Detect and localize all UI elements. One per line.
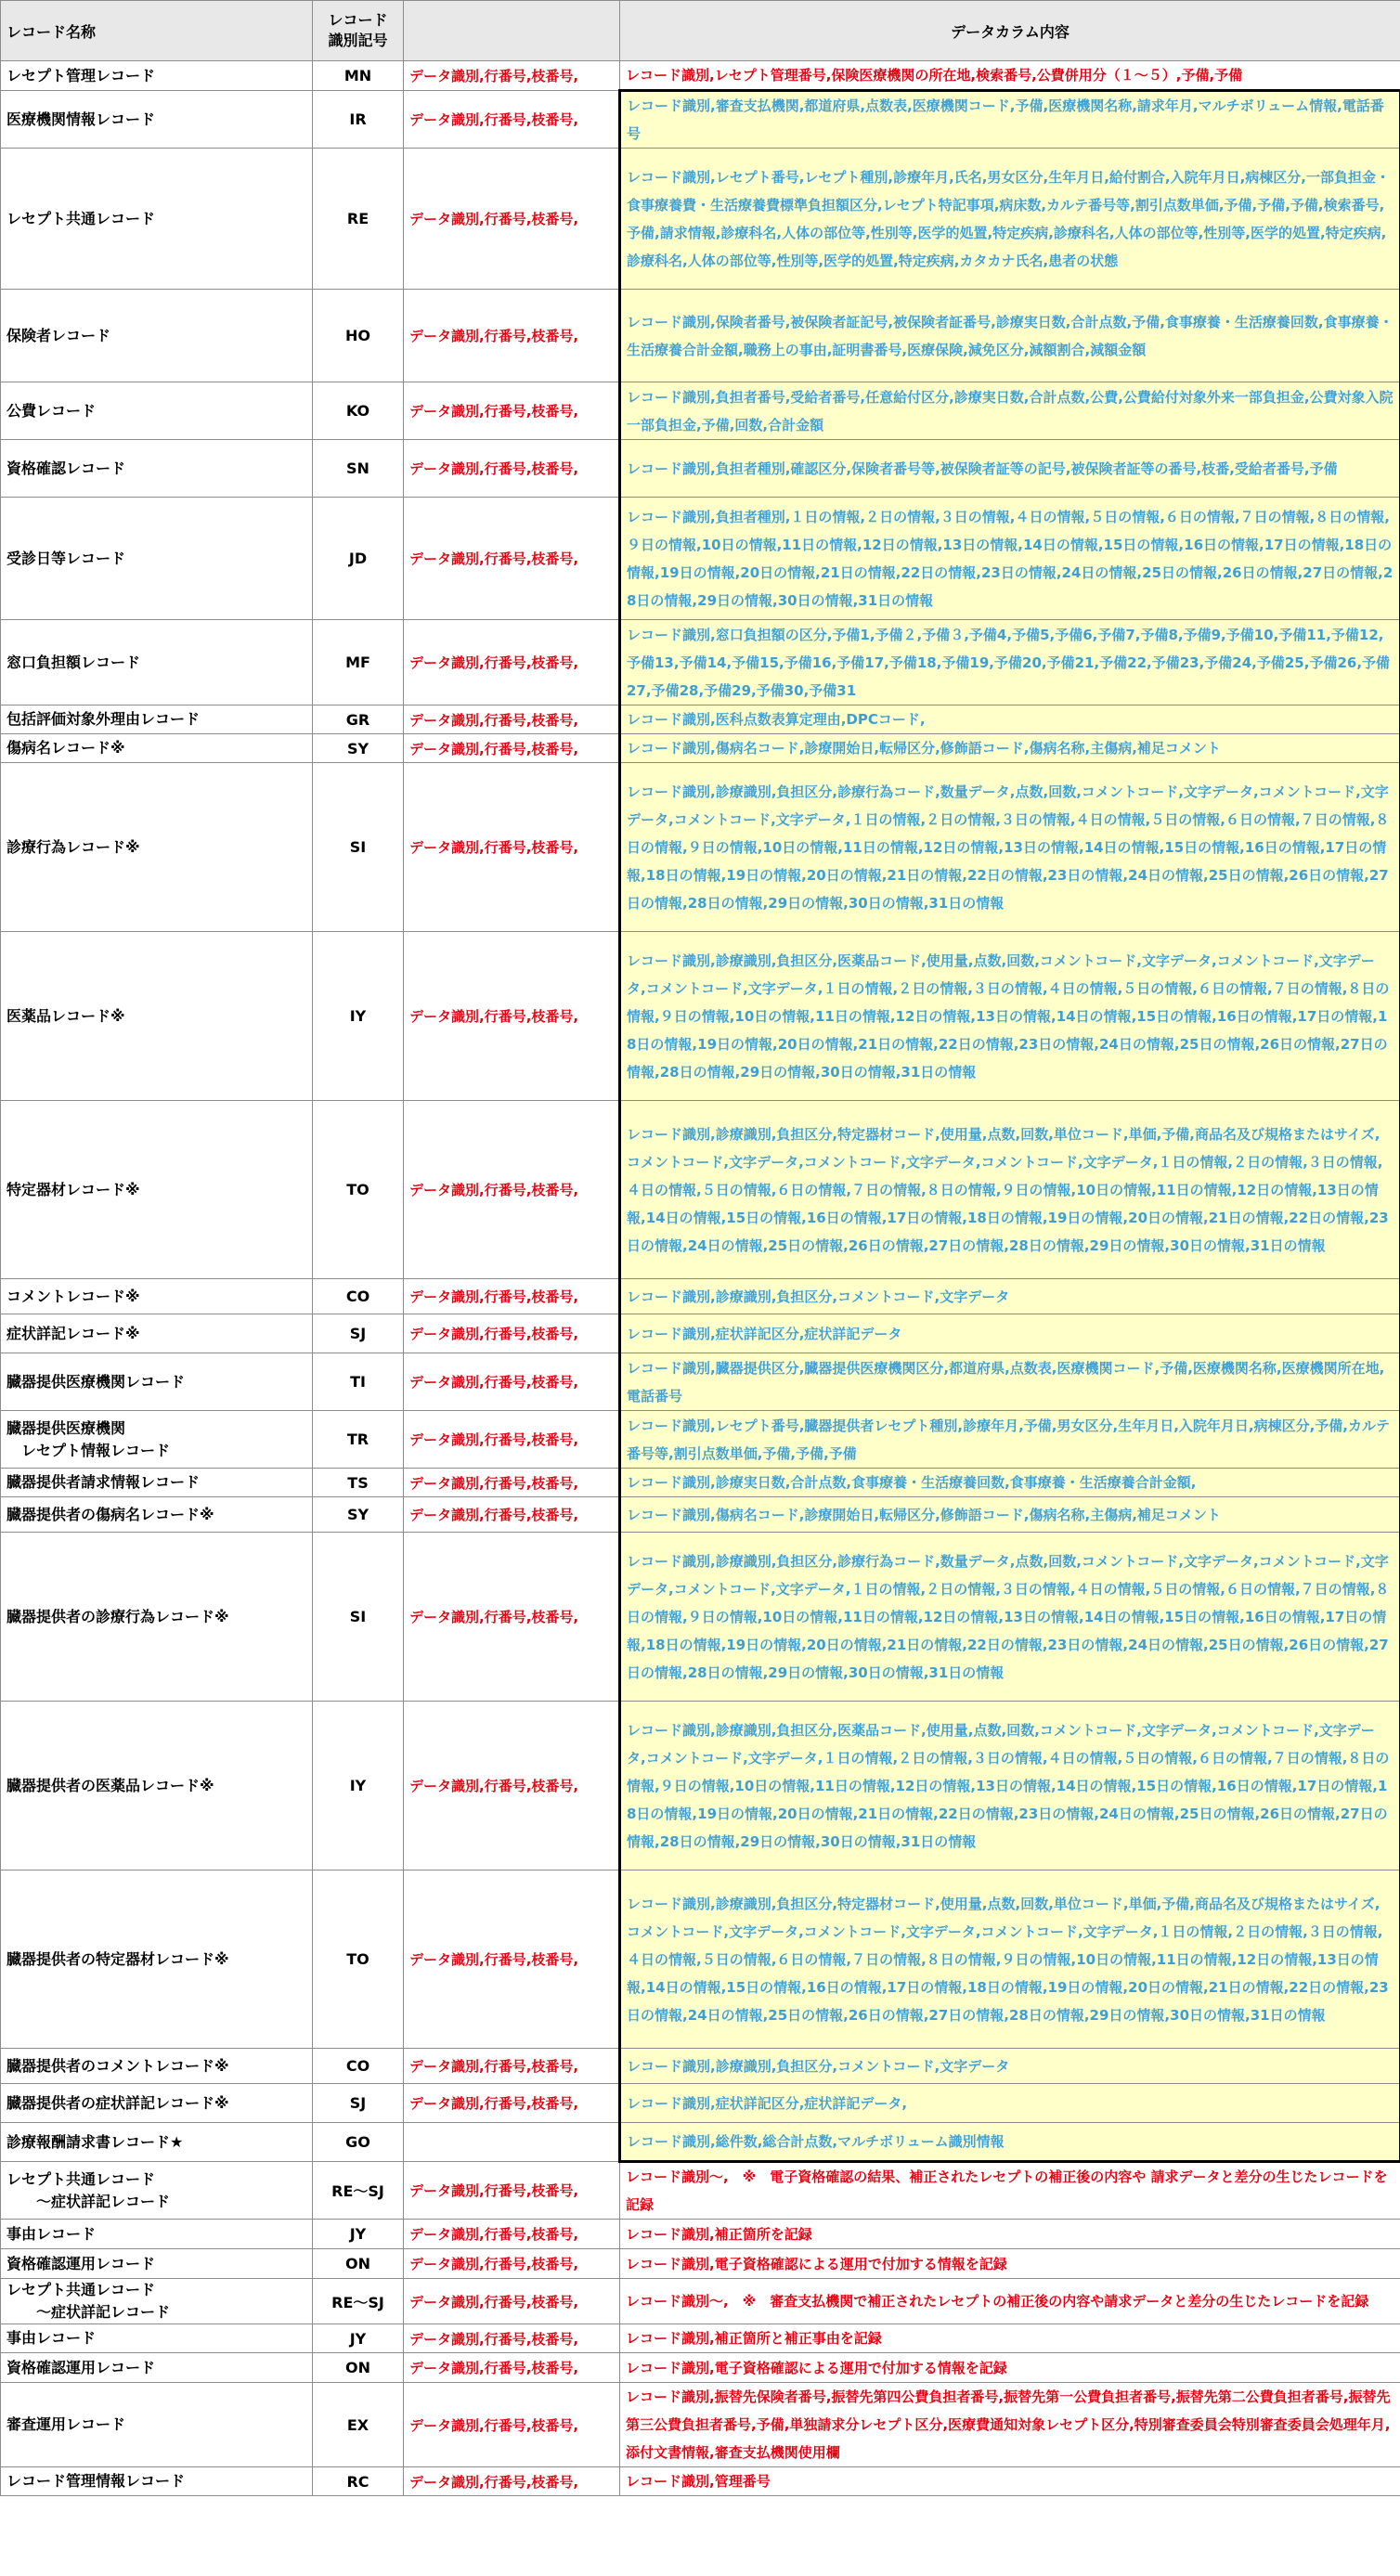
common-columns: データ識別,行番号,枝番号,	[404, 2162, 620, 2220]
common-columns: データ識別,行番号,枝番号,	[404, 1497, 620, 1533]
table-row	[1, 1871, 1400, 2049]
record-name: 資格確認レコード	[1, 440, 313, 498]
record-code: ON	[313, 2249, 404, 2279]
record-name: 症状詳記レコード※	[1, 1314, 313, 1353]
data-columns: レコード識別,保険者番号,被保険者証記号,被保険者証番号,診療実日数,合計点数,予備,食事療養・生活療養回数,食事療養・生活療養合計金額,職務上の事由,証明書番号,医療保険,減免区分,減額割合,減額金額	[620, 290, 1400, 382]
common-columns: データ識別,行番号,枝番号,	[404, 763, 620, 932]
record-code: SJ	[313, 1314, 404, 1353]
common-columns: データ識別,行番号,枝番号,	[404, 91, 620, 149]
table-row	[1, 2084, 1400, 2123]
record-code: SI	[313, 763, 404, 932]
table-row	[1, 2049, 1400, 2084]
header-record-code: レコード 識別記号	[313, 1, 404, 61]
record-code: IY	[313, 932, 404, 1101]
table-row	[1, 2249, 1400, 2279]
record-code: HO	[313, 290, 404, 382]
record-code: GO	[313, 2123, 404, 2162]
common-columns: データ識別,行番号,枝番号,	[404, 2324, 620, 2353]
data-columns: レコード識別,臓器提供区分,臓器提供医療機関区分,都道府県,点数表,医療機関コード,予備,医療機関名称,医療機関所在地,電話番号	[620, 1353, 1400, 1411]
data-columns: レコード識別～, ※ 電子資格確認の結果、補正されたレセプトの補正後の内容や 請求データと差分の生じたレコードを記録	[620, 2162, 1400, 2220]
table-row	[1, 382, 1400, 440]
record-name: 診療報酬請求書レコード★	[1, 2123, 313, 2162]
data-columns: レコード識別,診療識別,負担区分,コメントコード,文字データ	[620, 1279, 1400, 1314]
common-columns: データ識別,行番号,枝番号,	[404, 734, 620, 763]
data-columns: レコード識別,負担者番号,受給者番号,任意給付区分,診療実日数,合計点数,公費,公費給付対象外来一部負担金,公費対象入院一部負担金,予備,回数,合計金額	[620, 382, 1400, 440]
data-columns: レコード識別,電子資格確認による運用で付加する情報を記録	[620, 2249, 1400, 2279]
record-code: RE～SJ	[313, 2279, 404, 2324]
record-name: 受診日等レコード	[1, 498, 313, 620]
record-code: SY	[313, 734, 404, 763]
common-columns: データ識別,行番号,枝番号,	[404, 1533, 620, 1702]
record-name: 臓器提供者請求情報レコード	[1, 1469, 313, 1497]
data-columns: レコード識別,管理番号	[620, 2467, 1400, 2496]
record-name: 保険者レコード	[1, 290, 313, 382]
table-row	[1, 763, 1400, 932]
common-columns: データ識別,行番号,枝番号,	[404, 440, 620, 498]
data-columns: レコード識別,診療識別,負担区分,特定器材コード,使用量,点数,回数,単位コード,単価,予備,商品名及び規格またはサイズ,コメントコード,文字データ,コメントコード,文字データ,コメントコード,文字データ,１日の情報,２日の情報,３日の情報,４日の情報,５日の情報,６日の情報,７日の情報,８日の情報,９日の情報,10日の情報,11日の情報,12日の情報,13日の情報,14日の情報,15日の情報,16日の情報,17日の情報,18日の情報,19日の情報,20日の情報,21日の情報,22日の情報,23日の情報,24日の情報,25日の情報,26日の情報,27日の情報,28日の情報,29日の情報,30日の情報,31日の情報	[620, 1871, 1400, 2049]
table-row	[1, 2324, 1400, 2353]
table-row	[1, 1411, 1400, 1469]
table-row	[1, 1469, 1400, 1497]
common-columns: データ識別,行番号,枝番号,	[404, 2353, 620, 2383]
record-name: 事由レコード	[1, 2220, 313, 2249]
data-columns: レコード識別,診療識別,負担区分,特定器材コード,使用量,点数,回数,単位コード,単価,予備,商品名及び規格またはサイズ,コメントコード,文字データ,コメントコード,文字データ,コメントコード,文字データ,１日の情報,２日の情報,３日の情報,４日の情報,５日の情報,６日の情報,７日の情報,８日の情報,９日の情報,10日の情報,11日の情報,12日の情報,13日の情報,14日の情報,15日の情報,16日の情報,17日の情報,18日の情報,19日の情報,20日の情報,21日の情報,22日の情報,23日の情報,24日の情報,25日の情報,26日の情報,27日の情報,28日の情報,29日の情報,30日の情報,31日の情報	[620, 1101, 1400, 1279]
record-name: 臓器提供者の診療行為レコード※	[1, 1533, 313, 1702]
table-row	[1, 932, 1400, 1101]
table-row	[1, 149, 1400, 290]
table-row	[1, 61, 1400, 91]
table-row	[1, 2279, 1400, 2324]
common-columns: データ識別,行番号,枝番号,	[404, 1101, 620, 1279]
record-code: JD	[313, 498, 404, 620]
data-columns: レコード識別,診療識別,負担区分,コメントコード,文字データ	[620, 2049, 1400, 2084]
table-row	[1, 1702, 1400, 1871]
common-columns: データ識別,行番号,枝番号,	[404, 1279, 620, 1314]
record-name: 臓器提供者のコメントレコード※	[1, 2049, 313, 2084]
record-code: TO	[313, 1101, 404, 1279]
record-name: 審査運用レコード	[1, 2383, 313, 2467]
record-name: 診療行為レコード※	[1, 763, 313, 932]
record-code: SY	[313, 1497, 404, 1533]
common-columns: データ識別,行番号,枝番号,	[404, 498, 620, 620]
data-columns: レコード識別,窓口負担額の区分,予備1,予備２,予備３,予備4,予備5,予備6,予備7,予備8,予備9,予備10,予備11,予備12,予備13,予備14,予備15,予備16,予備17,予備18,予備19,予備20,予備21,予備22,予備23,予備24,予備25,予備26,予備27,予備28,予備29,予備30,予備31	[620, 620, 1400, 705]
data-columns: レコード識別,傷病名コード,診療開始日,転帰区分,修飾語コード,傷病名称,主傷病,補足コメント	[620, 734, 1400, 763]
common-columns: データ識別,行番号,枝番号,	[404, 705, 620, 734]
record-name: 事由レコード	[1, 2324, 313, 2353]
record-name: 臓器提供医療機関レコード	[1, 1353, 313, 1411]
record-name: 医療機関情報レコード	[1, 91, 313, 149]
record-name: レセプト共通レコード ～症状詳記レコード	[1, 2162, 313, 2220]
record-name: 特定器材レコード※	[1, 1101, 313, 1279]
common-columns: データ識別,行番号,枝番号,	[404, 1702, 620, 1871]
record-code: JY	[313, 2324, 404, 2353]
record-code: MN	[313, 61, 404, 91]
table-row	[1, 2353, 1400, 2383]
common-columns: データ識別,行番号,枝番号,	[404, 932, 620, 1101]
table-row	[1, 290, 1400, 382]
record-code: TS	[313, 1469, 404, 1497]
record-code: RE	[313, 149, 404, 290]
record-name: 傷病名レコード※	[1, 734, 313, 763]
record-code: RE～SJ	[313, 2162, 404, 2220]
common-columns: データ識別,行番号,枝番号,	[404, 61, 620, 91]
data-columns: レコード識別,補正箇所と補正事由を記録	[620, 2324, 1400, 2353]
record-code: TR	[313, 1411, 404, 1469]
record-name: 包括評価対象外理由レコード	[1, 705, 313, 734]
record-code: ON	[313, 2353, 404, 2383]
record-name: 臓器提供者の症状詳記レコード※	[1, 2084, 313, 2123]
table-row	[1, 620, 1400, 705]
common-columns: データ識別,行番号,枝番号,	[404, 382, 620, 440]
data-columns: レコード識別,症状詳記区分,症状詳記データ	[620, 1314, 1400, 1353]
data-columns: レコード識別～, ※ 審査支払機関で補正されたレセプトの補正後の内容や請求データと差分の生じたレコードを記録	[620, 2279, 1400, 2324]
record-code: IY	[313, 1702, 404, 1871]
record-code: CO	[313, 1279, 404, 1314]
common-columns: データ識別,行番号,枝番号,	[404, 1469, 620, 1497]
header-data-columns: データカラム内容	[620, 1, 1400, 61]
common-columns: データ識別,行番号,枝番号,	[404, 1353, 620, 1411]
common-columns: データ識別,行番号,枝番号,	[404, 2220, 620, 2249]
record-name: レコード管理情報レコード	[1, 2467, 313, 2496]
record-name: 臓器提供者の傷病名レコード※	[1, 1497, 313, 1533]
header-row	[1, 1, 1400, 61]
table-row	[1, 440, 1400, 498]
common-columns: データ識別,行番号,枝番号,	[404, 2049, 620, 2084]
table-row	[1, 734, 1400, 763]
record-name: 窓口負担額レコード	[1, 620, 313, 705]
data-columns: レコード識別,医科点数表算定理由,DPCコード,	[620, 705, 1400, 734]
record-code: SI	[313, 1533, 404, 1702]
common-columns: データ識別,行番号,枝番号,	[404, 2383, 620, 2467]
record-rows	[1, 61, 1400, 2496]
record-code: IR	[313, 91, 404, 149]
table-row	[1, 2220, 1400, 2249]
record-name: 臓器提供医療機関 レセプト情報レコード	[1, 1411, 313, 1469]
record-name: 臓器提供者の特定器材レコード※	[1, 1871, 313, 2049]
table-row	[1, 2383, 1400, 2467]
record-code: SN	[313, 440, 404, 498]
data-columns: レコード識別,診療識別,負担区分,診療行為コード,数量データ,点数,回数,コメントコード,文字データ,コメントコード,文字データ,コメントコード,文字データ,１日の情報,２日の情報,３日の情報,４日の情報,５日の情報,６日の情報,７日の情報,８日の情報,９日の情報,10日の情報,11日の情報,12日の情報,13日の情報,14日の情報,15日の情報,16日の情報,17日の情報,18日の情報,19日の情報,20日の情報,21日の情報,22日の情報,23日の情報,24日の情報,25日の情報,26日の情報,27日の情報,28日の情報,29日の情報,30日の情報,31日の情報	[620, 1533, 1400, 1702]
record-code: JY	[313, 2220, 404, 2249]
table-row	[1, 498, 1400, 620]
data-columns: レコード識別,総件数,総合計点数,マルチボリューム識別情報	[620, 2123, 1400, 2162]
common-columns: データ識別,行番号,枝番号,	[404, 2249, 620, 2279]
data-columns: レコード識別,症状詳記区分,症状詳記データ,	[620, 2084, 1400, 2123]
common-columns: データ識別,行番号,枝番号,	[404, 2467, 620, 2496]
common-columns	[404, 2123, 620, 2162]
table-row	[1, 1497, 1400, 1533]
table-row	[1, 1353, 1400, 1411]
record-code: GR	[313, 705, 404, 734]
data-columns: レコード識別,診療識別,負担区分,医薬品コード,使用量,点数,回数,コメントコード,文字データ,コメントコード,文字データ,コメントコード,文字データ,１日の情報,２日の情報,３日の情報,４日の情報,５日の情報,６日の情報,７日の情報,８日の情報,９日の情報,10日の情報,11日の情報,12日の情報,13日の情報,14日の情報,15日の情報,16日の情報,17日の情報,18日の情報,19日の情報,20日の情報,21日の情報,22日の情報,23日の情報,24日の情報,25日の情報,26日の情報,27日の情報,28日の情報,29日の情報,30日の情報,31日の情報	[620, 932, 1400, 1101]
record-code: SJ	[313, 2084, 404, 2123]
common-columns: データ識別,行番号,枝番号,	[404, 2279, 620, 2324]
table-row	[1, 2467, 1400, 2496]
record-name: レセプト共通レコード ～症状詳記レコード	[1, 2279, 313, 2324]
data-columns: レコード識別,補正箇所を記録	[620, 2220, 1400, 2249]
data-columns: レコード識別,審査支払機関,都道府県,点数表,医療機関コード,予備,医療機関名称,請求年月,マルチボリューム情報,電話番号	[620, 91, 1400, 149]
table-row	[1, 2162, 1400, 2220]
table-row	[1, 705, 1400, 734]
data-columns: レコード識別,レセプト番号,レセプト種別,診療年月,氏名,男女区分,生年月日,給付割合,入院年月日,病棟区分,一部負担金・食事療養費・生活療養費標準負担額区分,レセプト特記事項,病床数,カルテ番号等,割引点数単価,予備,予備,予備,検索番号,予備,請求情報,診療科名,人体の部位等,性別等,医学的処置,特定疾病,診療科名,人体の部位等,性別等,医学的処置,特定疾病,診療科名,人体の部位等,性別等,医学的処置,特定疾病,カタカナ氏名,患者の状態	[620, 149, 1400, 290]
record-code: EX	[313, 2383, 404, 2467]
table-row	[1, 1279, 1400, 1314]
data-columns: レコード識別,電子資格確認による運用で付加する情報を記録	[620, 2353, 1400, 2383]
record-code: TO	[313, 1871, 404, 2049]
record-name: 公費レコード	[1, 382, 313, 440]
common-columns: データ識別,行番号,枝番号,	[404, 1871, 620, 2049]
header-record-name: レコード名称	[1, 1, 313, 61]
data-columns: レコード識別,診療識別,負担区分,診療行為コード,数量データ,点数,回数,コメントコード,文字データ,コメントコード,文字データ,コメントコード,文字データ,１日の情報,２日の情報,３日の情報,４日の情報,５日の情報,６日の情報,７日の情報,８日の情報,９日の情報,10日の情報,11日の情報,12日の情報,13日の情報,14日の情報,15日の情報,16日の情報,17日の情報,18日の情報,19日の情報,20日の情報,21日の情報,22日の情報,23日の情報,24日の情報,25日の情報,26日の情報,27日の情報,28日の情報,29日の情報,30日の情報,31日の情報	[620, 763, 1400, 932]
record-name: 医薬品レコード※	[1, 932, 313, 1101]
record-name: レセプト管理レコード	[1, 61, 313, 91]
common-columns: データ識別,行番号,枝番号,	[404, 1411, 620, 1469]
record-code: MF	[313, 620, 404, 705]
data-columns: レコード識別,レセプト番号,臓器提供者レセプト種別,診療年月,予備,男女区分,生年月日,入院年月日,病棟区分,予備,カルテ番号等,割引点数単価,予備,予備,予備	[620, 1411, 1400, 1469]
record-name: コメントレコード※	[1, 1279, 313, 1314]
record-code: TI	[313, 1353, 404, 1411]
data-columns: レコード識別,診療識別,負担区分,医薬品コード,使用量,点数,回数,コメントコード,文字データ,コメントコード,文字データ,コメントコード,文字データ,１日の情報,２日の情報,３日の情報,４日の情報,５日の情報,６日の情報,７日の情報,８日の情報,９日の情報,10日の情報,11日の情報,12日の情報,13日の情報,14日の情報,15日の情報,16日の情報,17日の情報,18日の情報,19日の情報,20日の情報,21日の情報,22日の情報,23日の情報,24日の情報,25日の情報,26日の情報,27日の情報,28日の情報,29日の情報,30日の情報,31日の情報	[620, 1702, 1400, 1871]
data-columns: レコード識別,振替先保険者番号,振替先第四公費負担者番号,振替先第一公費負担者番号,振替先第二公費負担者番号,振替先第三公費負担者番号,予備,単独請求分レセプト区分,医療費通知対象レセプト区分,特別審査委員会特別審査委員会処理年月,添付文書情報,審査支払機関使用欄	[620, 2383, 1400, 2467]
common-columns: データ識別,行番号,枝番号,	[404, 2084, 620, 2123]
data-columns: レコード識別,傷病名コード,診療開始日,転帰区分,修飾語コード,傷病名称,主傷病,補足コメント	[620, 1497, 1400, 1533]
data-columns: レコード識別,負担者種別,１日の情報,２日の情報,３日の情報,４日の情報,５日の情報,６日の情報,７日の情報,８日の情報,９日の情報,10日の情報,11日の情報,12日の情報,13日の情報,14日の情報,15日の情報,16日の情報,17日の情報,18日の情報,19日の情報,20日の情報,21日の情報,22日の情報,23日の情報,24日の情報,25日の情報,26日の情報,27日の情報,28日の情報,29日の情報,30日の情報,31日の情報	[620, 498, 1400, 620]
record-code: KO	[313, 382, 404, 440]
table-row	[1, 1533, 1400, 1702]
record-name: 資格確認運用レコード	[1, 2353, 313, 2383]
record-name: 臓器提供者の医薬品レコード※	[1, 1702, 313, 1871]
data-columns: レコード識別,負担者種別,確認区分,保険者番号等,被保険者証等の記号,被保険者証等の番号,枝番,受給者番号,予備	[620, 440, 1400, 498]
record-name: レセプト共通レコード	[1, 149, 313, 290]
common-columns: データ識別,行番号,枝番号,	[404, 290, 620, 382]
record-name: 資格確認運用レコード	[1, 2249, 313, 2279]
data-columns: レコード識別,診療実日数,合計点数,食事療養・生活療養回数,食事療養・生活療養合計金額,	[620, 1469, 1400, 1497]
table-row	[1, 2123, 1400, 2162]
table-row	[1, 1314, 1400, 1353]
common-columns: データ識別,行番号,枝番号,	[404, 620, 620, 705]
table-row	[1, 91, 1400, 149]
header-common-columns	[404, 1, 620, 61]
record-code: CO	[313, 2049, 404, 2084]
data-columns: レコード識別,レセプト管理番号,保険医療機関の所在地,検索番号,公費併用分（１～５）,予備,予備	[620, 61, 1400, 91]
table-row	[1, 1101, 1400, 1279]
record-code: RC	[313, 2467, 404, 2496]
common-columns: データ識別,行番号,枝番号,	[404, 149, 620, 290]
common-columns: データ識別,行番号,枝番号,	[404, 1314, 620, 1353]
